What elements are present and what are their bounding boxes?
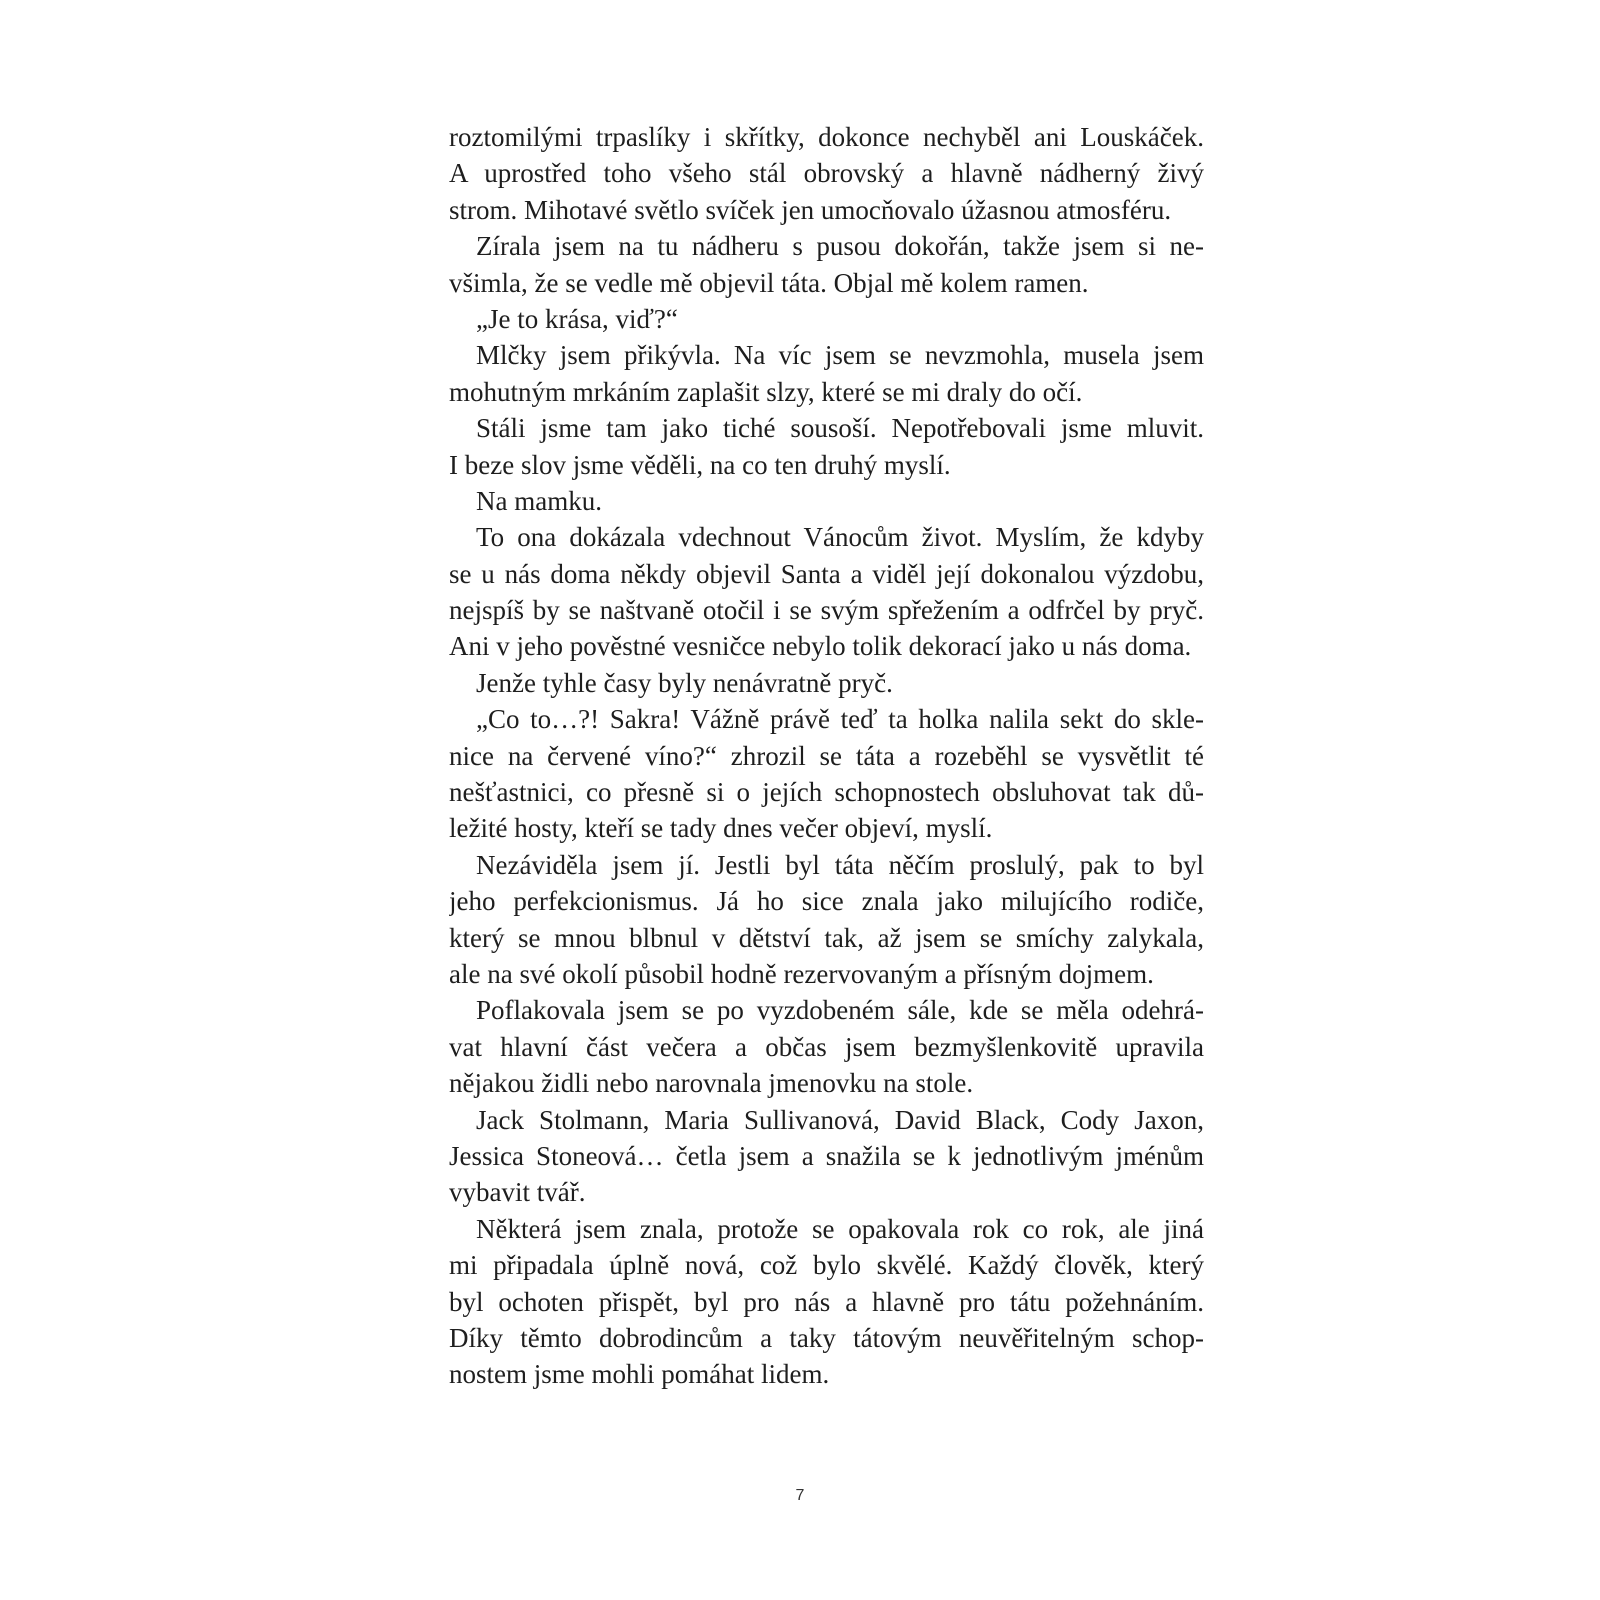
text-line: vat hlavní část večera a občas jsem bezmyšlenkovitě upravila — [449, 1031, 1204, 1062]
text-line: „Je to krása, viď?“ — [476, 303, 678, 334]
text-line: který se mnou blbnul v dětství tak, až jsem se smíchy zalykala, — [449, 922, 1204, 953]
text-line: Mlčky jsem přikývla. Na víc jsem se nevzmohla, musela jsem — [476, 340, 1204, 371]
text-line: roztomilými trpaslíky i skřítky, dokonce nechyběl ani Louskáček. — [449, 122, 1204, 152]
text-line: Na mamku. — [476, 485, 602, 516]
text-line: mohutným mrkáním zaplašit slzy, které se mi draly do očí. — [449, 376, 1083, 407]
text-line: Jessica Stoneová… četla jsem a snažila se k jednotlivým jménům — [449, 1140, 1204, 1171]
text-line: mi připadala úplně nová, což bylo skvělé. Každý člověk, který — [449, 1250, 1204, 1281]
page-number: 7 — [795, 1487, 805, 1504]
text-line: Stáli jsme tam jako tiché sousoší. Nepotřebovali jsme mluvit. — [476, 413, 1204, 444]
text-line: nostem jsme mohli pomáhat lidem. — [449, 1359, 830, 1390]
text-line: se u nás doma někdy objevil Santa a viděl její dokonalou výzdobu, — [449, 558, 1204, 589]
text-line: I beze slov jsme věděli, na co ten druhý myslí. — [449, 449, 951, 480]
text-line: A uprostřed toho všeho stál obrovský a hlavně nádherný živý — [449, 158, 1204, 189]
text-line: nešťastnici, co přesně si o jejích schopnostech obsluhovat tak dů- — [449, 777, 1204, 808]
text-line: Ani v jeho pověstné vesničce nebylo tolik dekorací jako u nás doma. — [449, 631, 1192, 662]
text-line: ležité hosty, kteří se tady dnes večer objeví, myslí. — [449, 813, 993, 844]
text-line: ale na své okolí působil hodně rezervovaným a přísným dojmem. — [449, 958, 1154, 989]
text-line: Zírala jsem na tu nádheru s pusou dokořán, takže jsem si ne- — [476, 231, 1204, 262]
text-line: jeho perfekcionismus. Já ho sice znala jako milujícího rodiče, — [449, 886, 1204, 917]
text-line: Některá jsem znala, protože se opakovala rok co rok, ale jiná — [476, 1213, 1204, 1244]
text-line: vybavit tvář. — [449, 1177, 586, 1208]
text-line: Jenže tyhle časy byly nenávratně pryč. — [476, 667, 893, 698]
text-line: Jack Stolmann, Maria Sullivanová, David Black, Cody Jaxon, — [476, 1104, 1204, 1135]
text-line: To ona dokázala vdechnout Vánocům život. Myslím, že kdyby — [476, 522, 1204, 553]
text-line: strom. Mihotavé světlo svíček jen umocňovalo úžasnou atmosféru. — [449, 194, 1172, 225]
text-line: Nezáviděla jsem jí. Jestli byl táta něčím proslulý, pak to byl — [476, 849, 1204, 880]
text-line: Poflakovala jsem se po vyzdobeném sále, kde se měla odehrá- — [476, 995, 1204, 1026]
text-line: všimla, že se vedle mě objevil táta. Objal mě kolem ramen. — [449, 267, 1089, 298]
text-line: „Co to…?! Sakra! Vážně právě teď ta holka nalila sekt do skle- — [476, 704, 1204, 735]
text-line: byl ochoten přispět, byl pro nás a hlavně pro tátu požehnáním. — [449, 1286, 1204, 1317]
text-line: nice na červené víno?“ zhrozil se táta a rozeběhl se vysvětlit té — [449, 740, 1204, 771]
text-line: Díky těmto dobrodincům a taky tátovým neuvěřitelným schop- — [449, 1322, 1204, 1353]
text-line: nejspíš by se naštvaně otočil i se svým spřežením a odfrčel by pryč. — [449, 595, 1204, 626]
body-text — [449, 119, 1204, 1393]
text-line: nějakou židli nebo narovnala jmenovku na stole. — [449, 1068, 974, 1099]
